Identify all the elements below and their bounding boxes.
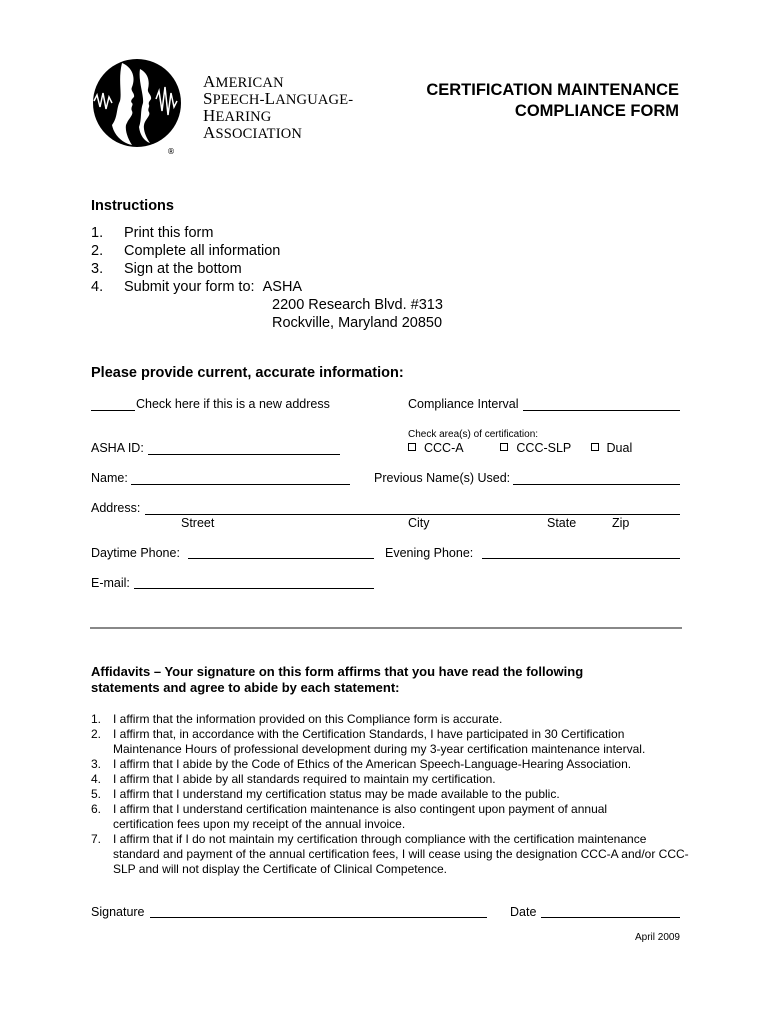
registered-mark: ® [167,147,175,156]
daytime-phone-label: Daytime Phone: [91,546,180,560]
affidavits-list [91,712,691,877]
info-heading: Please provide current, accurate information: [91,365,404,381]
revision-date: April 2009 [634,932,680,943]
form-title: CERTIFICATION MAINTENANCE COMPLIANCE FORM [426,81,679,120]
date-field[interactable] [541,917,680,918]
email-field[interactable] [134,588,374,589]
state-label: State [547,516,577,530]
affidavit-item: 5. I affirm that I understand my certification status may be made available to the public. [91,787,560,801]
signature-label: Signature [91,905,145,919]
previous-names-field[interactable] [513,484,680,485]
city-label: City [408,516,430,530]
compliance-interval-label: Compliance Interval [408,397,519,411]
address-field[interactable] [145,514,680,515]
evening-phone-label: Evening Phone: [385,546,474,560]
previous-names-label: Previous Name(s) Used: [374,471,511,485]
asha-id-label: ASHA ID: [91,441,144,455]
affidavit-item: 3. I affirm that I abide by the Code of Ethics of the American Speech-Language-Hearing Association. [91,757,632,771]
evening-phone-field[interactable] [482,558,680,559]
zip-label: Zip [612,516,630,530]
submit-address-street: 2200 Research Blvd. #313 [272,297,443,313]
certification-options [408,441,632,455]
organization-name: AMERICAN SPEECH-LANGUAGE- HEARING ASSOCIATION [203,72,354,142]
instructions-list: 1. Print this form 2. Complete all information 3. Sign at the bottom 4. Submit your form to: ASHA 2200 Research Blvd. #313 Rockville, Maryland 20850 [91,225,443,331]
submit-address-name: ASHA [262,279,303,295]
instructions-heading: Instructions [91,198,174,214]
asha-logo-icon [92,55,184,157]
ccc-slp-checkbox[interactable]: CCC-SLP [500,441,571,455]
date-label: Date [510,905,537,919]
affidavits-heading: Affidavits – Your signature on this form affirms that you have read the following statements and agree to abide by each statement: [91,664,584,695]
street-label: Street [181,516,215,530]
ccc-a-checkbox[interactable]: CCC-A [408,441,463,455]
affidavit-item: 6. I affirm that I understand certification maintenance is also contingent upon payment of annual certification fees upon my receipt of the annual invoice. [91,802,608,831]
submit-address-city: Rockville, Maryland 20850 [272,315,443,331]
affidavit-item: 7. I affirm that if I do not maintain my certification through compliance with the certification maintenance standard and payment of the annual certification fees, I will cease using the designation CCC-A and/or CCC-SLP and will not display the Certificate of Clinical Competence. [91,832,689,876]
dual-checkbox[interactable]: Dual [591,441,633,455]
daytime-phone-field[interactable] [188,558,374,559]
name-field[interactable] [131,484,350,485]
name-label: Name: [91,471,128,485]
affidavit-item: 4. I affirm that I abide by all standards required to maintain my certification. [91,772,496,786]
email-label: E-mail: [91,576,130,590]
address-label: Address: [91,501,141,515]
new-address-check-line[interactable] [91,410,135,411]
signature-field[interactable] [150,917,487,918]
compliance-interval-field[interactable] [523,410,680,411]
affidavit-item: 1. I affirm that the information provided on this Compliance form is accurate. [91,712,503,726]
check-areas-label: Check area(s) of certification: [408,429,539,440]
new-address-label: Check here if this is a new address [136,397,330,411]
affidavit-item: 2. I affirm that, in accordance with the Certification Standards, I have participated in 30 Certification Maintenance Hours of professional development during my 3-year certification maintenance interval. [91,727,646,756]
asha-id-field[interactable] [148,454,340,455]
section-divider [90,627,682,629]
